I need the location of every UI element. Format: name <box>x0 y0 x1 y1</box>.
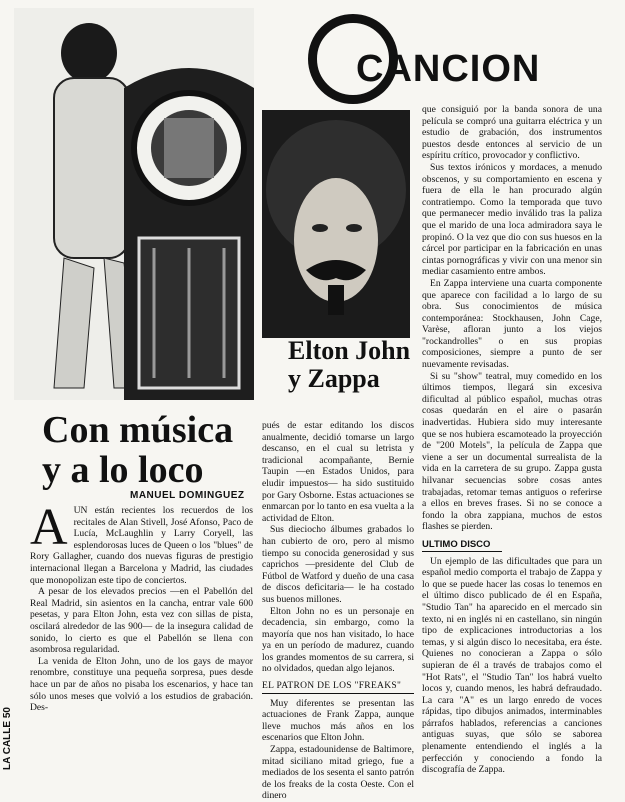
jukebox-photo <box>14 8 254 400</box>
paragraph: pués de estar editando los discos anualmente, decidió tomarse un largo descanso, en el cual su letrista y tradicional acompañante, Bernie Taupin —en Estados Unidos, para eludir impuestos— ha sido sustituido por Gary Osborne. Estas actuaciones se enmarcan por lo tanto en esa vuelta a la actividad de Elton. <box>262 420 414 524</box>
paragraph: Muy diferentes se presentan las actuaciones de Frank Zappa, aunque lleve muchos más años en los escenarios que Elton John. <box>262 697 414 744</box>
paragraph: Sus textos irónicos y mordaces, a menudo obscenos, y su comportamiento en escena y fuera de ella le han procurado algún contratiempo. Como la temporada que tuvo que permanecer medio inválido tras la paliza que el marido de una loca admiradora saya le propinó. O la vez que dio con sus huesos en la cárcel por participar en la fabricación en unas cintas pornográficas y vivir con una menor sin mediar casamiento entre ambos. <box>422 161 602 278</box>
inset-title: Elton John y Zappa <box>288 336 411 393</box>
paragraph: que consiguió por la banda sonora de una película se compró una guitarra eléctrica y un estudio de grabación, dos instrumentos puestos desde entonces al servicio de un espíritu crítico, provocador y conflictivo. <box>422 104 602 162</box>
page-folio: LA CALLE 50 <box>2 707 13 770</box>
subhead-ultimo-disco: ULTIMO DISCO <box>422 539 502 552</box>
jukebox-illustration <box>14 8 254 400</box>
byline: MANUEL DOMINGUEZ <box>130 490 245 501</box>
paragraph: Un ejemplo de las dificultades que para un español medio comporta el trabajo de Zappa y lo que se puede hacer las cosas lo tenemos en el último disco publicado de él en España, "Studio Tan" ha aparecido en el mercado sin texto, ni en inglés ni en castellano, sin ningún tipo de explicaciones introductorias a los temas, y si algún disco lo necesitaba, era éste. Quienes no conocieran a Zappa o sólo supieran de él a través de trabajos como el "Hot Rats", el "Studio Tan" los habrá vuelto locos y, cuando menos, les habrá defraudado. La cara "A" es un largo enredo de voces rápidas, tipo dibujos animados, interminables párrafos hablados, referencias a canciones antiguas suyas, que sólo se saborea plenamente entendiendo el inglés a la perfección y conociendo a fondo la discografía de Zappa. <box>422 555 602 776</box>
drop-cap: A <box>30 499 68 556</box>
column-3 <box>422 104 602 776</box>
paragraph: Sus dieciocho álbumes grabados lo han cubierto de oro, pero al mismo tiempo su conocida generosidad y sus caprichos —presidente del Club de Fútbol de Watford y dueño de una casa de discos deficitaria— le ha costado sus buenos millones. <box>262 524 414 605</box>
section-title: CANCION <box>356 48 541 90</box>
zappa-photo <box>262 110 410 338</box>
zappa-portrait <box>262 110 410 338</box>
paragraph: La venida de Elton John, uno de los gays de mayor renombre, constituye una pequeña sorpresa, pues desde hace un par de años no pisaba los escenarios, y hace tan sólo unos meses que volvió a los estudios de grabación. Des- <box>30 655 253 714</box>
column-1 <box>30 499 253 714</box>
paragraph: Si su "show" teatral, muy comedido en los últimos tiempos, llegará sin excesiva dificultad al público español, muchas otras cosas quedarán en el aire o pasarán inadvertidas. Hubiera sido muy interesante que se nos hubiera escamoteado la proyección de "200 Motels", la película de Zappa que viene a ser un documental surrealista de la vida en la carretera de su grupo. Zappa gusta hilvanar secuencias sobre cosas antes trabajadas, retomar temas antiguos o referirse a ellos en breves frases. Si no se conoce a fondo la obra zappiana, muchos de estos flashes se pierden. <box>422 370 602 533</box>
paragraph: UN están recientes los recuerdos de los recitales de Alan Stivell, José Afonso, Paco de Lucía, McLaughlin y Larry Coryell, las esplendorosas luces de Queen o los "blues" de Rory Gallagher, cuando dos nuevas figuras de prestigio internacional llegan a Barcelona y Madrid, las ciudades que monopolizan este tipo de conciertos. <box>30 505 253 586</box>
paragraph: Zappa, estadounidense de Baltimore, mitad siciliano mitad griego, fue a mediados de los sesenta el santo patrón de los freaks de la costa Oeste. Con el dinero <box>262 744 414 802</box>
paragraph: A pesar de los elevados precios —en el Pabellón del Real Madrid, sin asientos en la cancha, entrar vale 600 pesetas, y para Elton John, esta vez con sillas de pista, oscilará alrededor de las 900— de la insegura calidad de sonido, lo cierto es que el Pabellón se llena con asombrosa regularidad. <box>30 586 253 656</box>
column-2 <box>262 420 414 802</box>
paragraph: Elton John no es un personaje en decadencia, sin embargo, como la mayoría que nos han visitado, lo hace ya en un período de madurez, cuando los grandes momentos de su carrera, si no olvidados, quedan algo lejanos. <box>262 605 414 675</box>
headline: Con música y a lo loco <box>42 409 234 491</box>
subhead-freaks: EL PATRON DE LOS "FREAKS" <box>262 681 414 694</box>
paragraph: En Zappa interviene una cuarta componente que aparece con facilidad a lo largo de su obra. Sus conocimientos de música contemporánea: Stockhausen, John Cage, Varèse, afloran junto a los viejos "rockandrolles" o en sus propias composiciones, siempre a punto de ser nuevamente revisadas. <box>422 277 602 371</box>
